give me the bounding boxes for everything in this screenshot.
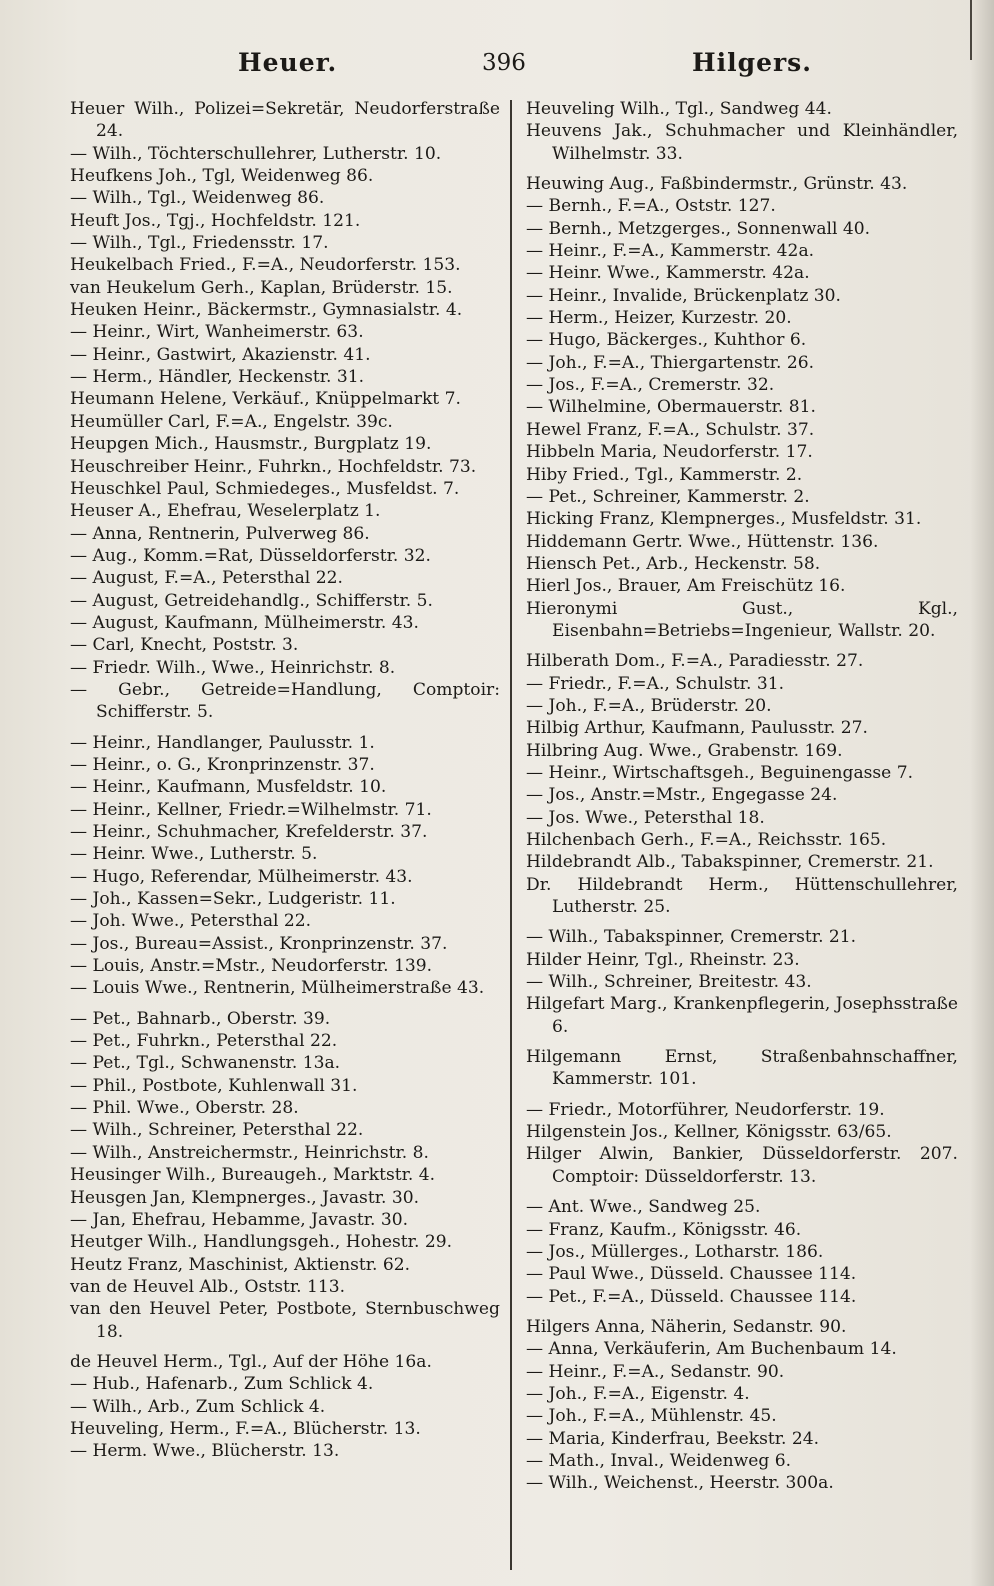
page-number: 396 <box>482 50 526 76</box>
directory-entry: Hewel Franz, F.=A., Schulstr. 37. <box>526 419 815 440</box>
directory-entry: — Joh., Kassen=Sekr., Ludgeristr. 11. <box>70 889 396 910</box>
directory-entry: — Wilh., Tabakspinner, Cremerstr. 21. <box>526 927 857 948</box>
directory-entry: — Math., Inval., Weidenweg 6. <box>526 1450 792 1471</box>
directory-entry: Heusgen Jan, Klempnerges., Javastr. 30. <box>70 1187 420 1208</box>
column-divider <box>510 100 512 1570</box>
header-right-keyword: Hilgers. <box>692 48 812 77</box>
directory-entry: — Herm., Heizer, Kurzestr. 20. <box>526 308 792 329</box>
directory-entry: — Pet., F.=A., Düsseld. Chaussee 114. <box>526 1286 857 1307</box>
directory-entry: Heusinger Wilh., Bureaugeh., Marktstr. 4. <box>70 1165 436 1186</box>
directory-entry: — Wilh., Tgl., Friedensstr. 17. <box>70 233 329 254</box>
directory-entry: — Herm., Händler, Heckenstr. 31. <box>70 367 365 388</box>
directory-entry: Heuschreiber Heinr., Fuhrkn., Hochfeldstr. 73. <box>70 456 477 477</box>
directory-entry: — Pet., Tgl., Schwanenstr. 13a. <box>70 1053 341 1074</box>
directory-entry: — Jos. Wwe., Petersthal 18. <box>526 807 765 828</box>
directory-entry: — Jan, Ehefrau, Hebamme, Javastr. 30. <box>70 1209 409 1230</box>
directory-entry: Hilgers Anna, Näherin, Sedanstr. 90. <box>526 1316 847 1337</box>
directory-entry: Heuser A., Ehefrau, Weselerplatz 1. <box>70 501 381 522</box>
directory-entry: Hicking Franz, Klempnerges., Musfeldstr. 31. <box>526 509 922 530</box>
directory-entry: Hilger Alwin, Bankier, Düsseldorferstr. 207. Comptoir: Düsseldorferstr. 13. <box>526 1144 958 1187</box>
directory-entry: Hierl Jos., Brauer, Am Freischütz 16. <box>526 576 846 597</box>
directory-entry: Heukelbach Fried., F.=A., Neudorferstr. 153. <box>70 255 461 276</box>
directory-entry: Hilgemann Ernst, Straßenbahnschaffner, Kammerstr. 101. <box>526 1047 958 1090</box>
directory-entry: — Heinr., Wirt, Wanheimerstr. 63. <box>70 322 364 343</box>
directory-entry: — Jos., Bureau=Assist., Kronprinzenstr. 37. <box>70 933 448 954</box>
header-left-keyword: Heuer. <box>238 48 338 77</box>
directory-entry: — Anna, Rentnerin, Pulverweg 86. <box>70 523 370 544</box>
directory-entry: — Joh., F.=A., Thiergartenstr. 26. <box>526 352 815 373</box>
directory-entry: de Heuvel Herm., Tgl., Auf der Höhe 16a. <box>70 1351 432 1372</box>
directory-entry: — Heinr., Handlanger, Paulusstr. 1. <box>70 732 375 753</box>
directory-entry: — Wilh., Tgl., Weidenweg 86. <box>70 188 325 209</box>
directory-entry: Heufkens Joh., Tgl, Weidenweg 86. <box>70 166 374 187</box>
directory-entry: — Louis Wwe., Rentnerin, Mülheimerstraße 43. <box>70 978 485 999</box>
directory-entry: — Heinr., Invalide, Brückenplatz 30. <box>526 285 841 306</box>
directory-entry: — Jos., F.=A., Cremerstr. 32. <box>526 375 775 396</box>
directory-entry: Hieronymi Gust., Kgl., Eisenbahn=Betriebs=Ingenieur, Wallstr. 20. <box>526 598 958 641</box>
directory-entry: — Heinr. Wwe., Lutherstr. 5. <box>70 844 318 865</box>
directory-entry: — Paul Wwe., Düsseld. Chaussee 114. <box>526 1264 857 1285</box>
directory-entry: — Gebr., Getreide=Handlung, Comptoir: Schifferstr. 5. <box>70 679 500 723</box>
directory-entry: — Heinr., Wirtschaftsgeh., Beguinengasse 7. <box>526 762 914 783</box>
directory-entry: Hildebrandt Alb., Tabakspinner, Cremerstr. 21. <box>526 852 934 873</box>
directory-entry: — Bernh., Metzgerges., Sonnenwall 40. <box>526 218 871 239</box>
directory-entry: — Joh., F.=A., Eigenstr. 4. <box>526 1383 750 1404</box>
directory-entry: Heuveling Wilh., Tgl., Sandweg 44. <box>526 99 832 119</box>
directory-entry: Hilbig Arthur, Kaufmann, Paulusstr. 27. <box>526 718 868 739</box>
directory-entry: — Pet., Fuhrkn., Petersthal 22. <box>70 1031 338 1052</box>
directory-entry: — August, Getreidehandlg., Schifferstr. 5. <box>70 590 433 611</box>
directory-entry: — Herm. Wwe., Blücherstr. 13. <box>70 1441 340 1462</box>
directory-entry: — Hugo, Bäckerges., Kuhthor 6. <box>526 330 807 351</box>
directory-entry: — Hub., Hafenarb., Zum Schlick 4. <box>70 1374 374 1395</box>
directory-entry: — Wilh., Schreiner, Petersthal 22. <box>70 1120 364 1141</box>
directory-entry: van den Heuvel Peter, Postbote, Sternbuschweg 18. <box>70 1299 500 1342</box>
directory-entry: Heuken Heinr., Bäckermstr., Gymnasialstr. 4. <box>70 300 463 321</box>
directory-entry: — Pet., Bahnarb., Oberstr. 39. <box>70 1008 331 1029</box>
directory-entry: Hilberath Dom., F.=A., Paradiesstr. 27. <box>526 651 864 672</box>
directory-entry: — Heinr., Kaufmann, Musfeldstr. 10. <box>70 777 387 798</box>
directory-entry: Hiddemann Gertr. Wwe., Hüttenstr. 136. <box>526 531 879 552</box>
directory-entry: Hilder Heinr, Tgl., Rheinstr. 23. <box>526 949 800 970</box>
directory-entry: — Maria, Kinderfrau, Beekstr. 24. <box>526 1428 820 1449</box>
directory-entry: — Aug., Komm.=Rat, Düsseldorferstr. 32. <box>70 545 431 566</box>
directory-entry: van Heukelum Gerh., Kaplan, Brüderstr. 15. <box>70 277 453 298</box>
directory-entry: Heuvens Jak., Schuhmacher und Kleinhändler, Wilhelmstr. 33. <box>526 121 958 164</box>
left-column <box>70 98 500 1463</box>
directory-entry: Hiensch Pet., Arb., Heckenstr. 58. <box>526 553 821 574</box>
directory-entry: — Ant. Wwe., Sandweg 25. <box>526 1197 761 1218</box>
directory-entry: — Phil., Postbote, Kuhlenwall 31. <box>70 1075 358 1096</box>
directory-entry: — Heinr., F.=A., Sedanstr. 90. <box>526 1361 785 1382</box>
directory-entry: — Bernh., F.=A., Oststr. 127. <box>526 196 776 217</box>
directory-entry: Heupgen Mich., Hausmstr., Burgplatz 19. <box>70 434 432 455</box>
directory-entry: — Phil. Wwe., Oberstr. 28. <box>70 1098 299 1119</box>
directory-entry: — Heinr. Wwe., Kammerstr. 42a. <box>526 263 810 284</box>
page-edge-mark <box>970 0 972 60</box>
directory-entry: — Wilh., Anstreichermstr., Heinrichstr. 8. <box>70 1142 429 1163</box>
right-column <box>526 98 958 1495</box>
directory-entry: — Franz, Kaufm., Königsstr. 46. <box>526 1219 802 1240</box>
directory-entry: Hibbeln Maria, Neudorferstr. 17. <box>526 442 813 463</box>
directory-entry: Heumann Helene, Verkäuf., Knüppelmarkt 7. <box>70 389 461 410</box>
page-header <box>70 48 950 88</box>
directory-entry: Dr. Hildebrandt Herm., Hüttenschullehrer, Lutherstr. 25. <box>526 874 958 918</box>
directory-entry: — Heinr., F.=A., Kammerstr. 42a. <box>526 241 815 262</box>
directory-entry: — August, F.=A., Petersthal 22. <box>70 568 343 589</box>
directory-entry: Hilgenstein Jos., Kellner, Königsstr. 63/65. <box>526 1122 892 1143</box>
directory-entry: — Hugo, Referendar, Mülheimerstr. 43. <box>70 866 413 887</box>
directory-entry: — Joh. Wwe., Petersthal 22. <box>70 911 312 932</box>
directory-entry: — Joh., F.=A., Mühlenstr. 45. <box>526 1406 777 1427</box>
directory-entry: — Pet., Schreiner, Kammerstr. 2. <box>526 486 810 507</box>
directory-entry: Heuft Jos., Tgj., Hochfeldstr. 121. <box>70 210 361 231</box>
directory-entry: — Heinr., Schuhmacher, Krefelderstr. 37. <box>70 822 428 842</box>
directory-entry: — Friedr. Wilh., Wwe., Heinrichstr. 8. <box>70 657 396 678</box>
directory-entry: Heuwing Aug., Faßbindermstr., Grünstr. 43. <box>526 174 908 195</box>
directory-entry: — August, Kaufmann, Mülheimerstr. 43. <box>70 612 419 633</box>
directory-entry: — Louis, Anstr.=Mstr., Neudorferstr. 139. <box>70 956 433 977</box>
directory-entry: Hilchenbach Gerh., F.=A., Reichsstr. 165. <box>526 830 887 850</box>
directory-entry: — Jos., Müllerges., Lotharstr. 186. <box>526 1241 824 1262</box>
directory-entry: — Wilh., Schreiner, Breitestr. 43. <box>526 972 812 993</box>
directory-entry: — Jos., Anstr.=Mstr., Engegasse 24. <box>526 785 838 806</box>
directory-entry: — Wilhelmine, Obermauerstr. 81. <box>526 397 816 418</box>
directory-entry: — Heinr., o. G., Kronprinzenstr. 37. <box>70 754 375 775</box>
directory-entry: Heuveling, Herm., F.=A., Blücherstr. 13. <box>70 1418 421 1439</box>
directory-entry: Hilbring Aug. Wwe., Grabenstr. 169. <box>526 740 843 761</box>
directory-entry: — Heinr., Kellner, Friedr.=Wilhelmstr. 71. <box>70 799 432 820</box>
page-edge-shadow <box>970 0 994 1586</box>
directory-entry: — Wilh., Arb., Zum Schlick 4. <box>70 1396 326 1417</box>
directory-entry: Heuer Wilh., Polizei=Sekretär, Neudorferstraße 24. <box>70 99 500 142</box>
directory-entry: Hiby Fried., Tgl., Kammerstr. 2. <box>526 464 803 485</box>
directory-entry: — Friedr., F.=A., Schulstr. 31. <box>526 673 785 694</box>
directory-entry: Heuschkel Paul, Schmiedeges., Musfeldst. 7. <box>70 478 460 499</box>
directory-entry: — Wilh., Töchterschullehrer, Lutherstr. 10. <box>70 143 442 164</box>
directory-entry: — Heinr., Gastwirt, Akazienstr. 41. <box>70 344 371 365</box>
directory-entry: Hilgefart Marg., Krankenpflegerin, Josephsstraße 6. <box>526 994 958 1037</box>
directory-entry: Heutz Franz, Maschinist, Aktienstr. 62. <box>70 1254 411 1275</box>
directory-entry: — Carl, Knecht, Poststr. 3. <box>70 635 299 656</box>
directory-entry: van de Heuvel Alb., Oststr. 113. <box>70 1276 346 1297</box>
directory-entry: — Friedr., Motorführer, Neudorferstr. 19. <box>526 1099 885 1120</box>
directory-entry: — Wilh., Weichenst., Heerstr. 300a. <box>526 1473 834 1494</box>
directory-entry: — Anna, Verkäuferin, Am Buchenbaum 14. <box>526 1339 897 1360</box>
directory-entry: — Joh., F.=A., Brüderstr. 20. <box>526 695 772 716</box>
directory-entry: Heumüller Carl, F.=A., Engelstr. 39c. <box>70 411 393 432</box>
directory-entry: Heutger Wilh., Handlungsgeh., Hohestr. 29. <box>70 1232 453 1253</box>
